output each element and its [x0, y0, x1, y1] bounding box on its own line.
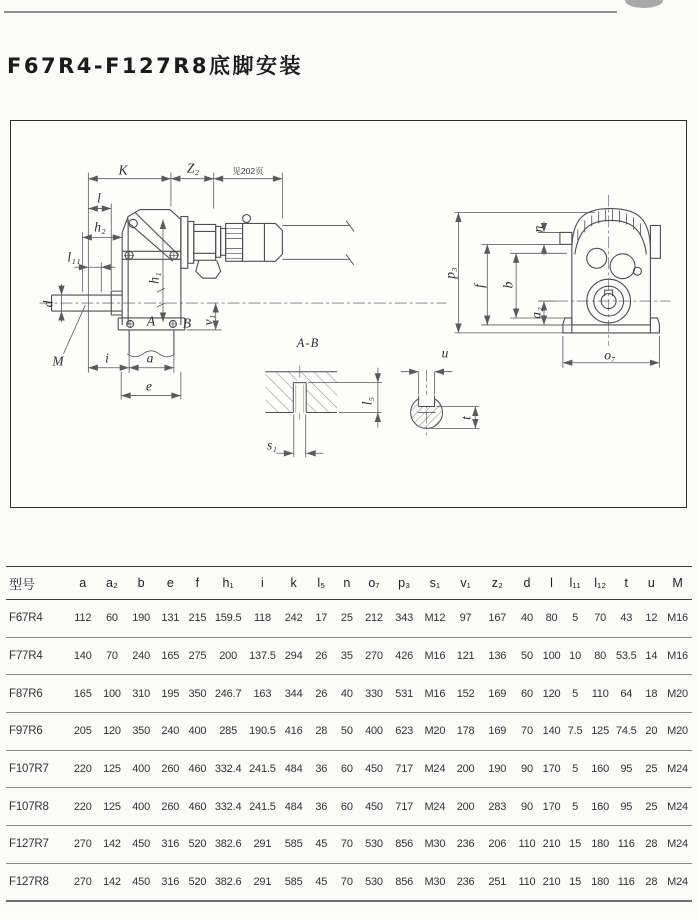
value-cell: 520	[184, 863, 211, 901]
model-cell: F87R6	[6, 675, 67, 713]
value-cell: 350	[126, 713, 157, 751]
value-cell: 15	[563, 863, 588, 901]
column-header: M	[663, 567, 692, 600]
value-cell: 140	[67, 637, 98, 675]
value-cell: 136	[481, 637, 514, 675]
value-cell: 20	[640, 713, 664, 751]
value-cell: 210	[540, 863, 563, 901]
value-cell: 50	[514, 637, 541, 675]
value-cell: 220	[67, 788, 98, 826]
value-cell: 45	[308, 826, 335, 864]
value-cell: 416	[279, 713, 308, 751]
value-cell: 53.5	[613, 637, 640, 675]
value-cell: 210	[540, 826, 563, 864]
logo-mark	[625, 0, 663, 8]
value-cell: 170	[540, 788, 563, 826]
value-cell: 110	[514, 863, 541, 901]
table-row	[6, 675, 692, 713]
value-cell: 450	[359, 750, 389, 788]
value-cell: 112	[67, 600, 98, 638]
value-cell: 260	[156, 788, 184, 826]
value-cell: 291	[246, 826, 280, 864]
value-cell: M16	[663, 637, 692, 675]
value-cell: 169	[481, 675, 514, 713]
value-cell: 74.5	[613, 713, 640, 751]
value-cell: 236	[450, 826, 481, 864]
column-header: i	[246, 567, 280, 600]
column-header: h₁	[211, 567, 246, 600]
dim-label-e: e	[146, 378, 152, 394]
value-cell: 17	[308, 600, 335, 638]
value-cell: 215	[184, 600, 211, 638]
value-cell: 116	[613, 863, 640, 901]
value-cell: 28	[308, 713, 335, 751]
dim-label-l: l	[97, 190, 101, 206]
value-cell: 246.7	[211, 675, 246, 713]
column-header: p₃	[389, 567, 420, 600]
value-cell: 242	[279, 600, 308, 638]
value-cell: 26	[308, 637, 335, 675]
value-cell: 236	[450, 863, 481, 901]
value-cell: 120	[98, 713, 126, 751]
value-cell: 426	[389, 637, 420, 675]
value-cell: 28	[640, 826, 664, 864]
value-cell: 190	[126, 600, 157, 638]
value-cell: 70	[514, 713, 541, 751]
value-cell: 28	[640, 863, 664, 901]
value-cell: 40	[514, 600, 541, 638]
value-cell: 344	[279, 675, 308, 713]
value-cell: 400	[126, 750, 157, 788]
value-cell: 125	[98, 750, 126, 788]
value-cell: M30	[420, 863, 451, 901]
value-cell: 400	[126, 788, 157, 826]
model-cell: F107R8	[6, 788, 67, 826]
value-cell: 400	[184, 713, 211, 751]
dim-label-h1: h₁	[146, 272, 162, 284]
value-cell: 15	[563, 826, 588, 864]
table-row	[6, 826, 692, 864]
value-cell: 240	[126, 637, 157, 675]
value-cell: 275	[184, 637, 211, 675]
model-cell: F127R7	[6, 826, 67, 864]
value-cell: 25	[640, 788, 664, 826]
value-cell: 142	[98, 826, 126, 864]
dim-label-f: f	[471, 284, 487, 288]
column-header: l₁₂	[587, 567, 613, 600]
dim-label-z2: Z₂	[186, 160, 200, 176]
value-cell: 460	[184, 788, 211, 826]
see-page-note: 见202页	[232, 165, 264, 176]
dimension-table	[6, 566, 692, 902]
value-cell: 350	[184, 675, 211, 713]
value-cell: M16	[663, 600, 692, 638]
value-cell: 291	[246, 863, 280, 901]
column-header: v₁	[450, 567, 481, 600]
value-cell: M24	[663, 750, 692, 788]
value-cell: 116	[613, 826, 640, 864]
value-cell: 5	[563, 675, 588, 713]
value-cell: 43	[613, 600, 640, 638]
value-cell: 140	[540, 713, 563, 751]
value-cell: 450	[126, 863, 157, 901]
value-cell: 531	[389, 675, 420, 713]
value-cell: 118	[246, 600, 280, 638]
table-row	[6, 713, 692, 751]
value-cell: 125	[587, 713, 613, 751]
value-cell: M24	[663, 788, 692, 826]
value-cell: 5	[563, 788, 588, 826]
value-cell: M24	[420, 750, 451, 788]
dim-label-u: u	[441, 345, 449, 361]
value-cell: 90	[514, 750, 541, 788]
value-cell: 270	[67, 863, 98, 901]
value-cell: 270	[67, 826, 98, 864]
column-header: u	[640, 567, 664, 600]
value-cell: 178	[450, 713, 481, 751]
dim-label-l5: l₅	[359, 396, 375, 406]
value-cell: 26	[308, 675, 335, 713]
column-header: a₂	[98, 567, 126, 600]
value-cell: 283	[481, 788, 514, 826]
value-cell: 70	[335, 826, 360, 864]
column-header: l₅	[308, 567, 335, 600]
value-cell: 200	[450, 788, 481, 826]
column-header: z₂	[481, 567, 514, 600]
value-cell: 18	[640, 675, 664, 713]
value-cell: 170	[540, 750, 563, 788]
section-label: A-B	[296, 335, 320, 350]
value-cell: 285	[211, 713, 246, 751]
value-cell: 240	[156, 713, 184, 751]
table-row	[6, 750, 692, 788]
value-cell: 95	[613, 788, 640, 826]
dim-label-k: K	[118, 162, 128, 178]
value-cell: 484	[279, 750, 308, 788]
value-cell: 131	[156, 600, 184, 638]
value-cell: 97	[450, 600, 481, 638]
model-cell: F97R6	[6, 713, 67, 751]
value-cell: 400	[359, 713, 389, 751]
column-header: t	[613, 567, 640, 600]
value-cell: 60	[335, 750, 360, 788]
value-cell: 25	[640, 750, 664, 788]
value-cell: M20	[420, 713, 451, 751]
value-cell: 343	[389, 600, 420, 638]
top-rule	[4, 11, 617, 13]
value-cell: 100	[98, 675, 126, 713]
value-cell: 241.5	[246, 750, 280, 788]
dim-label-h2: h₂	[94, 219, 106, 235]
column-header: d	[514, 567, 541, 600]
value-cell: 856	[389, 863, 420, 901]
value-cell: 270	[359, 637, 389, 675]
value-cell: 25	[335, 600, 360, 638]
value-cell: M30	[420, 826, 451, 864]
value-cell: 260	[156, 750, 184, 788]
value-cell: 316	[156, 826, 184, 864]
table-body	[6, 600, 692, 902]
column-header-model: 型号	[6, 567, 67, 600]
value-cell: 382.6	[211, 863, 246, 901]
value-cell: 160	[587, 750, 613, 788]
dim-label-l11: l₁₁	[67, 249, 81, 265]
table-row	[6, 788, 692, 826]
dim-label-a: a	[146, 350, 154, 366]
value-cell: 169	[481, 713, 514, 751]
value-cell: M24	[663, 863, 692, 901]
model-cell: F77R4	[6, 637, 67, 675]
value-cell: 160	[587, 788, 613, 826]
value-cell: 10	[563, 637, 588, 675]
value-cell: 460	[184, 750, 211, 788]
value-cell: 241.5	[246, 788, 280, 826]
value-cell: 100	[540, 637, 563, 675]
value-cell: 36	[308, 788, 335, 826]
value-cell: 165	[156, 637, 184, 675]
value-cell: 316	[156, 863, 184, 901]
value-cell: 40	[335, 675, 360, 713]
dim-label-d: d	[40, 300, 56, 308]
dim-label-b: b	[500, 281, 516, 289]
value-cell: 14	[640, 637, 664, 675]
value-cell: 95	[613, 750, 640, 788]
value-cell: 80	[587, 637, 613, 675]
value-cell: 205	[67, 713, 98, 751]
value-cell: M24	[663, 826, 692, 864]
value-cell: M20	[663, 713, 692, 751]
dim-label-B: B	[182, 315, 192, 331]
value-cell: 90	[514, 788, 541, 826]
value-cell: 64	[613, 675, 640, 713]
value-cell: 70	[335, 863, 360, 901]
dim-label-a2: a₂	[528, 307, 544, 319]
value-cell: 110	[587, 675, 613, 713]
value-cell: 330	[359, 675, 389, 713]
value-cell: 60	[335, 788, 360, 826]
drawing-linework	[11, 121, 686, 507]
value-cell: 450	[126, 826, 157, 864]
value-cell: 206	[481, 826, 514, 864]
value-cell: 35	[335, 637, 360, 675]
value-cell: 585	[279, 863, 308, 901]
value-cell: M20	[663, 675, 692, 713]
value-cell: 585	[279, 826, 308, 864]
value-cell: 200	[450, 750, 481, 788]
value-cell: 717	[389, 750, 420, 788]
value-cell: 165	[67, 675, 98, 713]
column-header: o₇	[359, 567, 389, 600]
column-header: b	[126, 567, 157, 600]
value-cell: 50	[335, 713, 360, 751]
value-cell: 142	[98, 863, 126, 901]
value-cell: 70	[98, 637, 126, 675]
value-cell: 70	[587, 600, 613, 638]
value-cell: 152	[450, 675, 481, 713]
value-cell: 7.5	[563, 713, 588, 751]
value-cell: 5	[563, 750, 588, 788]
column-header: l	[540, 567, 563, 600]
value-cell: 36	[308, 750, 335, 788]
page-title: F67R4-F127R8底脚安装	[7, 54, 304, 78]
value-cell: 137.5	[246, 637, 280, 675]
value-cell: M24	[420, 788, 451, 826]
value-cell: 110	[514, 826, 541, 864]
table-header-row	[6, 567, 692, 600]
value-cell: 294	[279, 637, 308, 675]
value-cell: 125	[98, 788, 126, 826]
value-cell: 450	[359, 788, 389, 826]
value-cell: 251	[481, 863, 514, 901]
value-cell: 856	[389, 826, 420, 864]
table-row	[6, 863, 692, 901]
dim-label-v1: v₁	[200, 314, 216, 326]
value-cell: 212	[359, 600, 389, 638]
model-cell: F127R8	[6, 863, 67, 901]
value-cell: 190.5	[246, 713, 280, 751]
value-cell: 190	[481, 750, 514, 788]
dim-label-p3: p₃	[442, 267, 458, 279]
model-cell: F107R7	[6, 750, 67, 788]
value-cell: M16	[420, 675, 451, 713]
dim-label-s1: s₁	[267, 437, 277, 453]
technical-drawing	[10, 120, 687, 508]
value-cell: 167	[481, 600, 514, 638]
dim-label-t: t	[458, 416, 474, 420]
value-cell: 80	[540, 600, 563, 638]
value-cell: 332.4	[211, 788, 246, 826]
value-cell: 12	[640, 600, 664, 638]
value-cell: 180	[587, 863, 613, 901]
column-header: e	[156, 567, 184, 600]
column-header: n	[335, 567, 360, 600]
table-row	[6, 600, 692, 638]
dim-label-M: M	[52, 353, 64, 369]
dim-label-i: i	[105, 350, 109, 366]
value-cell: 382.6	[211, 826, 246, 864]
value-cell: 180	[587, 826, 613, 864]
value-cell: 520	[184, 826, 211, 864]
value-cell: 530	[359, 863, 389, 901]
value-cell: 484	[279, 788, 308, 826]
dim-label-o7: o₇	[604, 347, 616, 363]
value-cell: 717	[389, 788, 420, 826]
value-cell: 159.5	[211, 600, 246, 638]
value-cell: M12	[420, 600, 451, 638]
value-cell: 120	[540, 675, 563, 713]
value-cell: 60	[98, 600, 126, 638]
value-cell: 200	[211, 637, 246, 675]
column-header: f	[184, 567, 211, 600]
value-cell: 310	[126, 675, 157, 713]
value-cell: 195	[156, 675, 184, 713]
value-cell: M16	[420, 637, 451, 675]
column-header: a	[67, 567, 98, 600]
value-cell: 121	[450, 637, 481, 675]
table-row	[6, 637, 692, 675]
column-header: k	[279, 567, 308, 600]
value-cell: 5	[563, 600, 588, 638]
value-cell: 530	[359, 826, 389, 864]
value-cell: 45	[308, 863, 335, 901]
value-cell: 60	[514, 675, 541, 713]
dim-label-A: A	[146, 313, 156, 329]
value-cell: 220	[67, 750, 98, 788]
value-cell: 623	[389, 713, 420, 751]
column-header: s₁	[420, 567, 451, 600]
column-header: l₁₁	[563, 567, 588, 600]
value-cell: 332.4	[211, 750, 246, 788]
model-cell: F67R4	[6, 600, 67, 638]
dim-label-n: n	[530, 225, 546, 233]
value-cell: 163	[246, 675, 280, 713]
